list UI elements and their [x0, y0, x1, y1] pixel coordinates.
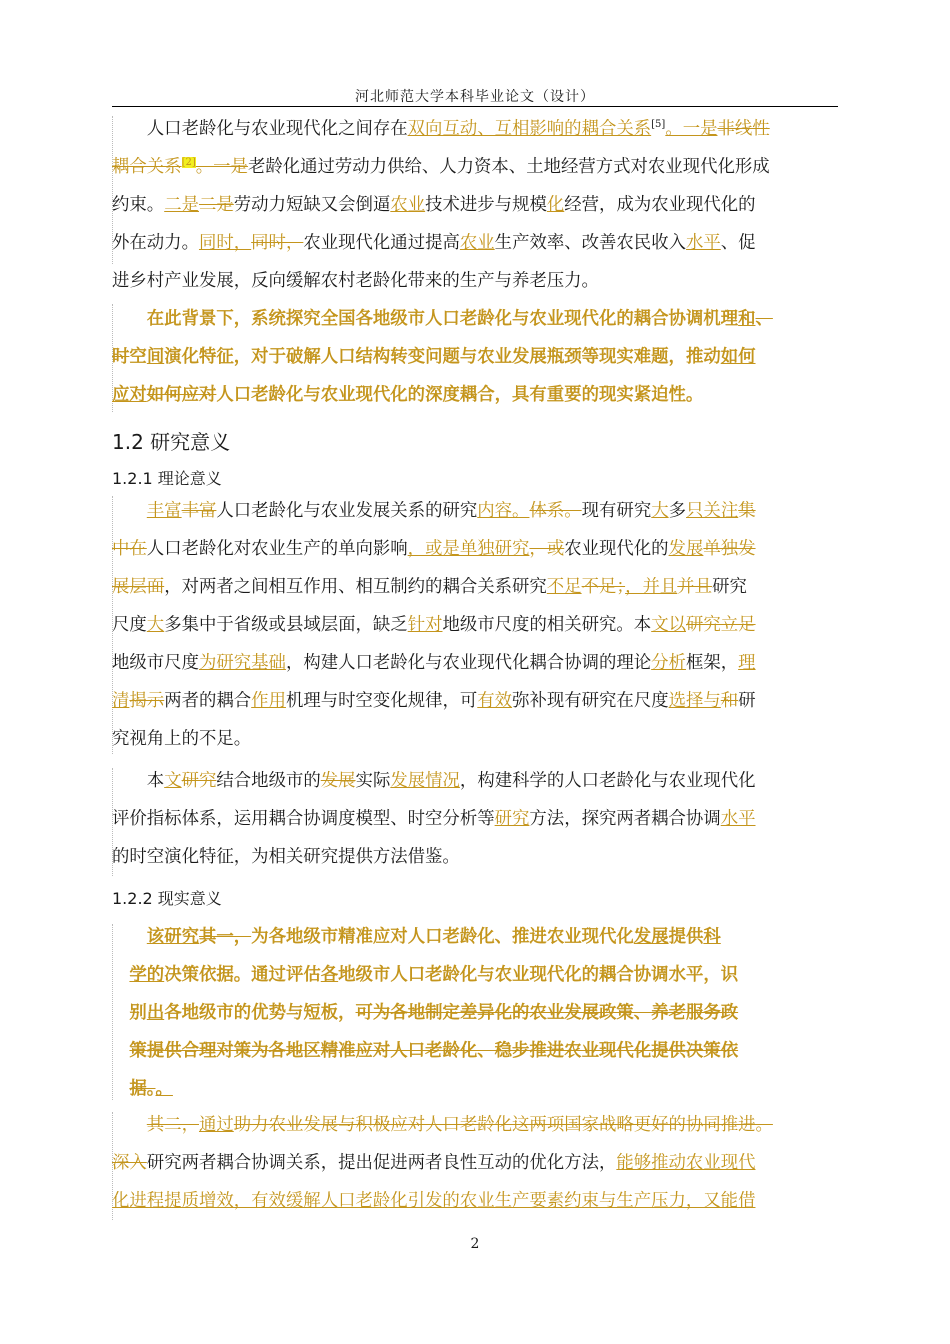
- inserted-text: 能够推动农业现代: [616, 1153, 756, 1173]
- body-text: 机理与时空变化规律，可: [285, 691, 478, 711]
- deleted-text: 发展: [320, 771, 356, 791]
- inserted-text: 农业: [459, 233, 495, 253]
- inserted-text: 二是: [164, 195, 199, 215]
- text-line: [112, 530, 838, 568]
- deleted-text: 其二，: [146, 1115, 199, 1135]
- inserted-text: 文: [164, 771, 182, 791]
- inserted-text: 应对: [112, 385, 147, 405]
- text-line: [112, 338, 838, 376]
- body-text: 的时空演化特征，为相关研究提供方法借鉴。: [112, 847, 460, 867]
- inserted-text: 并且: [642, 577, 678, 597]
- inserted-text: 清: [112, 691, 130, 711]
- paragraph-2: [112, 300, 838, 414]
- inserted-text: 同时，: [198, 233, 252, 253]
- inserted-text: 和: [738, 309, 756, 329]
- text-line: [112, 682, 838, 720]
- body-text: 现有研究: [581, 501, 652, 521]
- inserted-text: 针对: [407, 615, 443, 635]
- inserted-text: 发展情况: [390, 771, 460, 791]
- inserted-text: 丰富: [146, 501, 182, 521]
- text-line: [112, 1070, 838, 1108]
- text-line: [112, 224, 838, 262]
- text-line: [112, 762, 838, 800]
- deleted-text: 不足；: [581, 577, 626, 597]
- body-text: 人口老龄化与农业发展关系的研究: [216, 501, 478, 521]
- subsection-heading-1-2-2: 1.2.2 现实意义: [112, 889, 222, 908]
- deleted-text: 如何应对: [146, 385, 217, 405]
- body-text: 尺度: [112, 615, 147, 635]
- inserted-text: 为研究基础: [198, 653, 286, 673]
- deleted-text: 深入: [112, 1153, 147, 1173]
- inserted-text: 间: [146, 347, 165, 367]
- inserted-text: 研究: [494, 809, 530, 829]
- deleted-text: 助力农业发展与积极应对人口老龄化这两项国家战略更好的协同推进。: [233, 1115, 773, 1135]
- body-text: 究视角上的不足。: [112, 729, 252, 749]
- revised-text: 别: [129, 1003, 147, 1023]
- inserted-text: 理: [738, 653, 756, 673]
- text-line: [112, 994, 838, 1032]
- body-text: ，构建人口老龄化与农业现代化耦合协调的理论: [285, 653, 652, 673]
- body-text: 地级市尺度: [112, 653, 199, 673]
- deleted-text: 集: [738, 501, 756, 521]
- inserted-text: 发展: [668, 539, 704, 559]
- inserted-text: 如何: [720, 347, 756, 367]
- inserted-text: 大: [651, 501, 669, 521]
- body-text: ，对两者之间相互作用、相互制约的耦合关系研究: [164, 577, 547, 597]
- deleted-text: 、: [755, 309, 773, 329]
- citation-marker: [5]: [651, 119, 666, 131]
- inserted-text: 。: [155, 1079, 173, 1099]
- body-text: ，构建科学的人口老龄化与农业现代化: [459, 771, 756, 791]
- inserted-text: 通过: [198, 1115, 234, 1135]
- paragraph-6: [112, 1106, 838, 1220]
- inserted-text: 水平: [685, 233, 721, 253]
- deleted-text: 非线性: [717, 119, 770, 139]
- deleted-text: ，或: [529, 539, 565, 559]
- inserted-text: 不足: [546, 577, 582, 597]
- text-line: [112, 838, 838, 876]
- body-text: 方法，探究两者耦合协调: [529, 809, 721, 829]
- body-text: 经营，成为农业现代化的: [564, 195, 756, 215]
- citation-marker: [2]: [181, 157, 196, 169]
- header-rule: [112, 106, 838, 107]
- deleted-text: 单独发: [703, 539, 756, 559]
- inserted-text: 大: [146, 615, 165, 635]
- deleted-text: 可为各地制定差异化的农业发展政策、养老服务政: [355, 1003, 739, 1023]
- deleted-text: 同时，: [251, 233, 304, 253]
- paragraph-5: [112, 918, 838, 1108]
- body-text: 老龄化通过劳动力供给、人力资本、土地经营方式对农业现代化形成: [247, 157, 770, 177]
- inserted-text: 化进程提质增效，有效缓解人口老龄化引发的农业生产要素约束与生产压力，又能借: [112, 1191, 756, 1211]
- text-line: [112, 918, 838, 956]
- text-line: [112, 720, 838, 758]
- body-text: 技术进步与规模: [425, 195, 547, 215]
- deleted-text: 其一，: [198, 927, 252, 947]
- inserted-text: 学的: [129, 965, 165, 985]
- deleted-text: 研究立足: [685, 615, 756, 635]
- body-text: 农业现代化通过提高: [303, 233, 460, 253]
- deleted-text: 中在: [112, 539, 147, 559]
- text-line: [112, 110, 838, 148]
- deleted-text: 和: [720, 691, 739, 711]
- deleted-text: 二是: [198, 195, 234, 215]
- body-text: 外在动力。: [112, 233, 199, 253]
- body-text: 、促: [720, 233, 756, 253]
- body-text: [112, 1041, 129, 1061]
- text-line: [112, 1144, 838, 1182]
- body-text: 多: [668, 501, 687, 521]
- text-line: [112, 800, 838, 838]
- paragraph-4: [112, 762, 838, 876]
- inserted-text: 发展: [633, 927, 669, 947]
- inserted-text: ，: [625, 577, 643, 597]
- body-text: [112, 965, 129, 985]
- deleted-text: 研究: [181, 771, 217, 791]
- inserted-text: 只关注: [686, 501, 739, 521]
- body-text: 进乡村产业发展，反向缓解农村老龄化带来的生产与养老压力。: [112, 271, 599, 291]
- body-text: 实际: [355, 771, 391, 791]
- body-text: 生产效率、改善农民收入: [494, 233, 686, 253]
- body-text: 研究: [712, 577, 747, 597]
- text-line: [112, 492, 838, 530]
- revised-text: 提供: [668, 927, 704, 947]
- body-text: 多集中于省级或县域层面，缺乏: [164, 615, 408, 635]
- revised-text: 在此背景下，系统探究全国各地级市人口老龄化与农业现代化的耦合协调机理: [112, 309, 739, 329]
- body-text: 框架，: [685, 653, 739, 673]
- inserted-text: 水平: [720, 809, 756, 829]
- subsection-heading-1-2-1: 1.2.1 理论意义: [112, 469, 222, 488]
- body-text: 约束。: [112, 195, 165, 215]
- text-line: [112, 262, 838, 300]
- inserted-text: 科: [703, 927, 721, 947]
- deleted-text: 时: [112, 347, 130, 367]
- inserted-text: 各: [320, 965, 339, 985]
- inserted-text: 有效: [477, 691, 513, 711]
- inserted-text: 化: [546, 195, 565, 215]
- body-text: 劳动力短缺又会倒逼: [233, 195, 391, 215]
- revised-text: 演化特征，对于破解人口结构转变问题与农业发展瓶颈等现实难题，推动: [164, 347, 721, 367]
- body-text: 人口老龄化对农业生产的单向影响: [146, 539, 408, 559]
- body-text: [112, 1115, 147, 1135]
- revised-text: 地级市人口老龄化与农业现代化的耦合协调水平，识: [338, 965, 739, 985]
- revised-text: 为各地级市精准应对人口老龄化、推进农业现代化: [251, 927, 634, 947]
- body-text: 两者的耦合: [164, 691, 252, 711]
- body-text: 地级市尺度的相关研究。本: [442, 615, 652, 635]
- body-text: 评价指标体系，运用耦合协调度模型、时空分析等: [112, 809, 495, 829]
- deleted-text: 据。: [129, 1079, 156, 1099]
- body-text: 本: [112, 771, 165, 791]
- body-text: [112, 501, 147, 521]
- revised-text: 各地级市的优势与短板，: [164, 1003, 356, 1023]
- text-line: [112, 148, 838, 186]
- inserted-text: 双向互动、互相影响的耦合关系: [407, 119, 652, 139]
- text-line: [112, 186, 838, 224]
- text-line: [112, 300, 838, 338]
- text-line: [112, 644, 838, 682]
- text-line: [112, 376, 838, 414]
- inserted-text: 选择与: [668, 691, 721, 711]
- text-line: [112, 606, 838, 644]
- text-line: [112, 1032, 838, 1070]
- text-line: [112, 956, 838, 994]
- paragraph-1: [112, 110, 838, 300]
- deleted-text: 揭示: [129, 691, 165, 711]
- inserted-text: 出: [146, 1003, 165, 1023]
- inserted-text: 。一是: [665, 119, 718, 139]
- page-number: 2: [470, 1236, 480, 1252]
- inserted-text: 农业: [390, 195, 426, 215]
- body-text: 研: [738, 691, 756, 711]
- page-header: 河北师范大学本科毕业论文（设计）: [355, 89, 595, 105]
- revised-text: 人口老龄化与农业现代化的深度耦合，具有重要的现实紧迫性。: [216, 385, 704, 405]
- deleted-text: 策提供合理对策为各地区精准应对人口老龄化、稳步推进农业现代化提供决策依: [129, 1041, 739, 1061]
- deleted-text: 耦合关系: [112, 157, 182, 177]
- inserted-text: 分析: [651, 653, 686, 673]
- inserted-text: 内容。: [477, 501, 530, 521]
- body-text: 研究两者耦合协调关系，提出促进两者良性互动的优化方法，: [146, 1153, 617, 1173]
- deleted-text: 展层面: [112, 577, 165, 597]
- deleted-text: 丰富: [181, 501, 217, 521]
- revised-text: 空: [129, 347, 147, 367]
- inserted-text: 该研究: [146, 927, 199, 947]
- paragraph-3: [112, 492, 838, 758]
- body-text: 人口老龄化与农业现代化之间存在: [112, 119, 408, 139]
- body-text: [112, 1079, 129, 1099]
- body-text: [112, 1003, 129, 1023]
- inserted-text: 文以: [651, 615, 686, 635]
- text-line: [112, 568, 838, 606]
- inserted-text: ，或是单独研究: [407, 539, 530, 559]
- body-text: 弥补现有研究在尺度: [512, 691, 669, 711]
- text-line: [112, 1182, 838, 1220]
- body-text: [112, 927, 147, 947]
- deleted-text: 。一是: [195, 157, 248, 177]
- deleted-text: 并且: [677, 577, 713, 597]
- deleted-text: 体系。: [529, 501, 582, 521]
- text-line: [112, 1106, 838, 1144]
- inserted-text: 作用: [251, 691, 286, 711]
- body-text: 结合地级市的: [216, 771, 321, 791]
- body-text: 农业现代化的: [564, 539, 669, 559]
- revised-text: 决策依据。通过评估: [164, 965, 321, 985]
- section-heading-1-2: 1.2 研究意义: [112, 430, 231, 454]
